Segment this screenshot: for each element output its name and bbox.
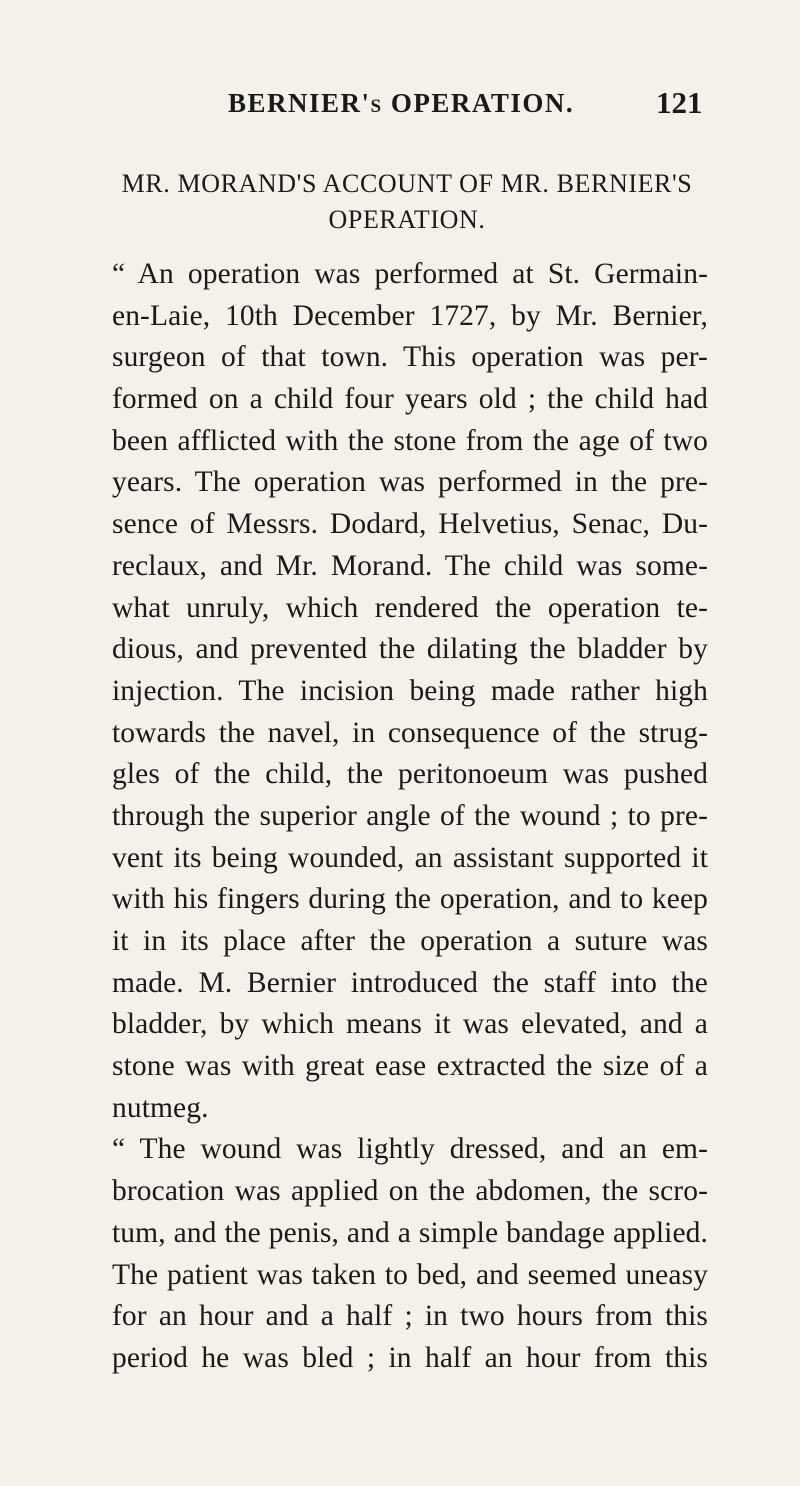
text-line: for an hour and a half ; in two hours from this [112, 1300, 708, 1333]
text-line: dious, and prevented the dilating the bladder by [112, 633, 708, 666]
text-line: made. M. Bernier introduced the staff into the [112, 966, 708, 999]
text-line: The patient was taken to bed, and seemed uneasy [112, 1258, 708, 1291]
text-line: “ An operation was performed at St. Germain- [112, 258, 708, 290]
text-line: nutmeg. [112, 1091, 209, 1124]
text-line: sence of Messrs. Dodard, Helvetius, Senac, Du- [112, 508, 708, 541]
text-line: injection. The incision being made rather high [112, 674, 708, 707]
text-line: brocation was applied on the abdomen, the scro- [112, 1175, 708, 1208]
text-line: bladder, by which means it was elevated, and a [112, 1008, 708, 1041]
text-line: “ The wound was lightly dressed, and an em- [112, 1133, 708, 1166]
text-line: vent its being wounded, an assistant supported it [112, 841, 708, 874]
text-line: period he was bled ; in half an hour from this [112, 1341, 708, 1374]
page-number: 121 [656, 85, 703, 120]
text-line: gles of the child, the peritonoeum was pushed [112, 758, 708, 791]
text-line: reclaux, and Mr. Morand. The child was some- [112, 549, 708, 582]
text-line: stone was with great ease extracted the size of a [112, 1050, 708, 1083]
text-line: it in its place after the operation a suture was [112, 925, 708, 957]
text-line: been afflicted with the stone from the age of two [112, 424, 708, 457]
text-line: with his fingers during the operation, and to keep [112, 883, 708, 916]
section-title-line-1: MR. MORAND'S ACCOUNT OF MR. BERNIER'S [121, 169, 693, 198]
text-line: years. The operation was performed in the pre- [112, 466, 708, 499]
running-head: BERNIER's OPERATION. [228, 88, 575, 118]
text-line: en-Laie, 10th December 1727, by Mr. Bernier, [112, 299, 708, 332]
body-text [112, 254, 708, 1380]
text-line: through the superior angle of the wound ; to pre- [112, 799, 708, 832]
text-line: what unruly, which rendered the operation te- [112, 591, 708, 624]
text-line: surgeon of that town. This operation was per- [112, 341, 708, 374]
section-title-line-2: OPERATION. [328, 205, 486, 234]
section-title [112, 166, 702, 238]
text-line: formed on a child four years old ; the child had [112, 383, 708, 416]
text-line: towards the navel, in consequence of the strug- [112, 716, 708, 749]
text-line: tum, and the penis, and a simple bandage applied. [112, 1216, 708, 1249]
